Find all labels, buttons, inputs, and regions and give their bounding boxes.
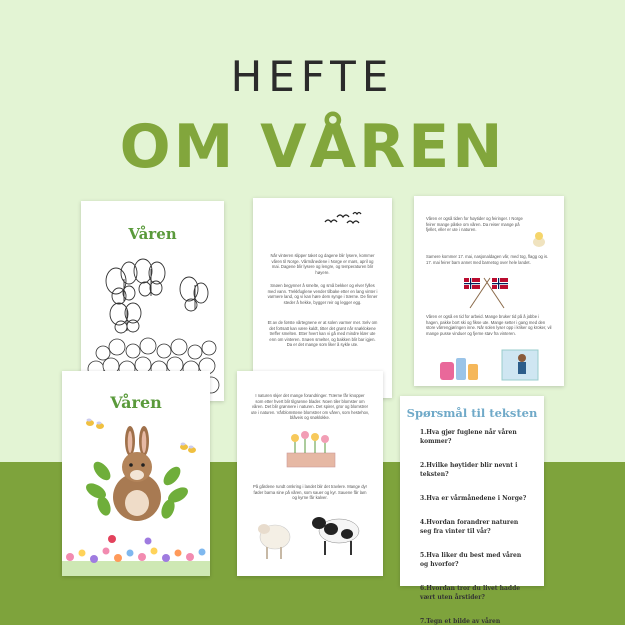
text3-paragraph-2: På gårdene rundt omkring i landet blir det travlere. Mange dyr føder barna sine på våren, som sauer og kyr. Sauene får lam og kyrne får kalver. [252,484,368,501]
text3-paragraph-1: I naturen skjer det mange forandringer. Trærne får knopper som etter hvert blir tilgrønne blader. Noen tiler blomster om våren. Det blir grønnere i naturen. Det spirer, gror og blomstrer ute i naturen. Vårblomstene blomstrer om våren, som hestehov, blåveis og snøklokke. [251,393,369,421]
cover-page-title: Våren [110,393,162,412]
window-cleaning-icon [500,348,540,382]
text1-paragraph-1: Når vinteren slipper taket og dagene blir lysere, kommer våren til Norge. Vårmånedene i Norge er mars, april og mai. Dagene blir lysere og lengre, og temperaturen blir høyere. [270,253,375,275]
coloring-page-title: Våren [128,225,177,243]
flower-box-icon [281,429,341,471]
page-text-1 [253,198,392,398]
question-item: 1.Hva gjør fuglene når våren kommer? [420,429,517,445]
question-item: 2.Hvilke høytider blir nevnt i teksten? [420,462,518,478]
page-text-3 [237,371,383,576]
header-title-line1: HEFTE [230,52,395,101]
lamb-icon [255,515,297,561]
calf-icon [309,509,365,557]
question-item: 4.Hvordan forandrer naturen seg fra vinter til vår? [420,519,519,535]
text1-paragraph-2: Snøen begynner å smelte, og små bekker og elver fylles med vann. Trekkfuglene vender tilbake etter en lang vinter i varmere land, og vi kan høre dem synge i trærne. De finner steder å hekke, bygger reir og legger egg. [267,283,378,305]
text2-paragraph-3: Våren er også en tid for arbeid. Mange bruker tid på å jobbe i hagen, pakke bort ski og fikse ute. Mange setter i gang med den store vårrengjøringen inne. Når solen lyser opp i kriker og kroker, vil mange pusse vinduer og fjerne støv fra vinteren. [426,314,552,336]
page-questions [400,396,544,625]
questions-list [420,428,530,641]
birds-icon [323,210,363,226]
question-item: 7.Tegn et bilde av våren [420,618,501,625]
questions-title: Spørsmål til teksten [406,406,538,420]
question-item: 3.Hva er vårmånedene i Norge? [420,495,527,502]
question-item: 5.Hva liker du best med våren og hvorfor? [420,552,522,568]
cleaning-supplies-icon [436,348,482,382]
easter-chick-icon [530,230,548,248]
header-title-line2: OM VÅREN [119,112,506,182]
text1-paragraph-3: Et av de første vårtegnene er at solen varmer mer. Selv om det fortsatt kan være kaldt, titter det grønt når snøklokene treffer smelten. Etter hvert kan vi gå med mindre klær ute enn om vinteren. Snøen smelter, og bakken blir bar igjen. Da er det mange som liker å sykle ute. [267,320,378,348]
question-item: 6.Hvordan tror du livet hadde vært uten årstider? [420,585,521,601]
page-cover [62,371,210,576]
flower-meadow-illustration [62,531,210,576]
page-text-2 [414,196,564,386]
text2-paragraph-2: Samere kommer 17. mai, nasjonaldagen vår, med tog, flagg og is. 17. mai feirer barn annet med barnetog over hele landet. [426,254,549,265]
norway-flags-icon [462,274,512,310]
text2-paragraph-1: Våren er også tiden for høytider og feiringer. I Norge feirer mange påske om våren. Da reiser mange på fjellet, eller er ute i naturen. [426,216,523,233]
